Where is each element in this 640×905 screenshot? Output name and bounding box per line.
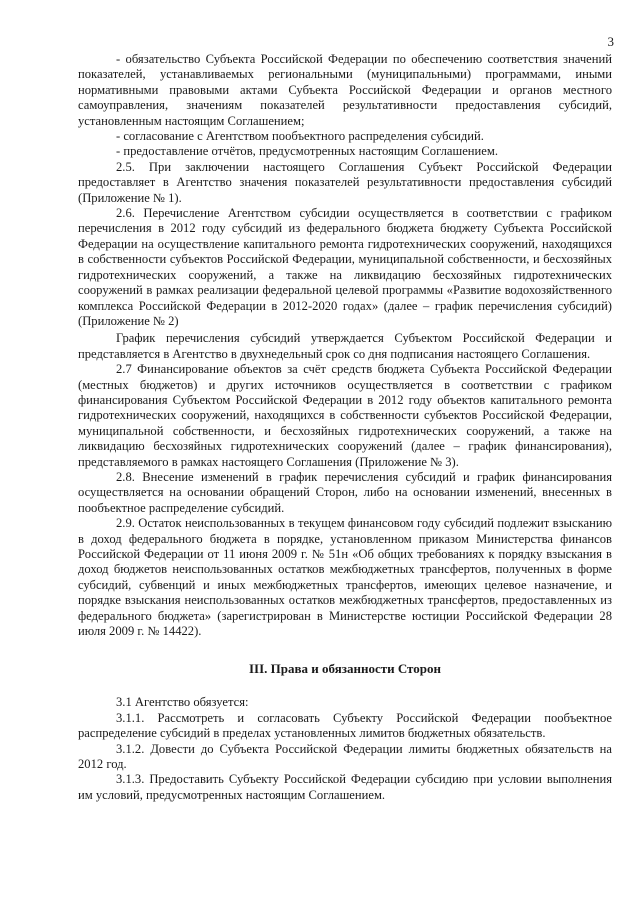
clause-2-7: 2.7 Финансирование объектов за счёт средств бюджета Субъекта Российской Федерации (местных бюджетов) и других источников осуществляется в соответствии с графиком финансирования Субъектом Российской Федерации в 2012 году объектов капитального ремонта гидротехнических сооружений, находящихся в собственности субъектов Российской Федерации, муниципальной собственности, и бесхозяйных гидротехнических сооружений, а также на ликвидацию бесхозяйных гидротехнических сооружений (далее – график финансирования), представляемого в рамках настоящего Соглашения (Приложение № 3). (78, 362, 612, 469)
obligation-agreement-item: - согласование с Агентством пообъектного распределения субсидий. (116, 129, 484, 144)
page-number: 3 (607, 34, 614, 49)
clause-3-1-1: 3.1.1. Рассмотреть и согласовать Субъекту Российской Федерации пообъектное распределение субсидий в пределах установленных лимитов бюджетных обязательств. (78, 710, 612, 741)
clause-2-6-schedule-note: График перечисления субсидий утверждается Субъектом Российской Федерации и представляется в Агентство в двухнедельный срок со дня подписания настоящего Соглашения. (78, 331, 612, 361)
clause-3-1-2: 3.1.2. Довести до Субъекта Российской Федерации лимиты бюджетных обязательств на 2012 год. (78, 741, 612, 772)
clause-2-8: 2.8. Внесение изменений в график перечисления субсидий и график финансирования осуществляется на основании обращений Сторон, либо на основании изменений, внесенных в пообъектное распределение субсидий. (78, 469, 612, 515)
clause-2-6: 2.6. Перечисление Агентством субсидии осуществляется в соответствии с графиком перечисления в 2012 году субсидий из федерального бюджета бюджету Субъекта Российской Федерации на осуществление капитального ремонта гидротехнических сооружений, находящихся в собственности субъектов Российской Федерации, муниципальной собственности, и бесхозяйных гидротехнических сооружений, а также на ликвидацию бесхозяйных гидротехнических сооружений в рамках реализации федеральной целевой программы «Развитие водохозяйственного комплекса Российской Федерации в 2012-2020 годах» (далее – график перечисления субсидий) (Приложение № 2) (78, 206, 612, 328)
clause-2-9: 2.9. Остаток неиспользованных в текущем финансовом году субсидий подлежит взысканию в доход федерального бюджета в порядке, установленном приказом Министерства финансов Российской Федерации от 11 июня 2009 г. № 51н «Об общих требованиях к порядку взыскания в доход бюджетов неиспользованных остатков межбюджетных трансфертов, полученных в форме субсидий, субвенций и иных межбюджетных трансфертов, имеющих целевое назначение, и порядке взыскания неиспользованных остатков межбюджетных трансфертов, предоставленных из федерального бюджета» (зарегистрирован в Министерстве юстиции Российской Федерации 28 июля 2009 г. № 14422). (78, 516, 612, 639)
obligation-indicators-item: - обязательство Субъекта Российской Федерации по обеспечению соответствия значений показателей, устанавливаемых региональными (муниципальными) программами, иными нормативными правовыми актами Субъекта Российской Федерации и органов местного самоуправления, значениям показателей результативности предоставления субсидий, установленным настоящим Соглашением; (78, 52, 612, 128)
clause-3-1-3: 3.1.3. Предоставить Субъекту Российской Федерации субсидию при условии выполнения им условий, предусмотренных настоящим Соглашением. (78, 772, 612, 802)
clause-3-1: 3.1 Агентство обязуется: (116, 695, 249, 710)
clause-2-5: 2.5. При заключении настоящего Соглашения Субъект Российской Федерации предоставляет в Агентство значения показателей результативности предоставления субсидий (Приложение № 1). (78, 159, 612, 205)
section-heading: III. Права и обязанности Сторон (249, 661, 441, 677)
obligation-reports-item: - предоставление отчётов, предусмотренных настоящим Соглашением. (116, 144, 498, 159)
